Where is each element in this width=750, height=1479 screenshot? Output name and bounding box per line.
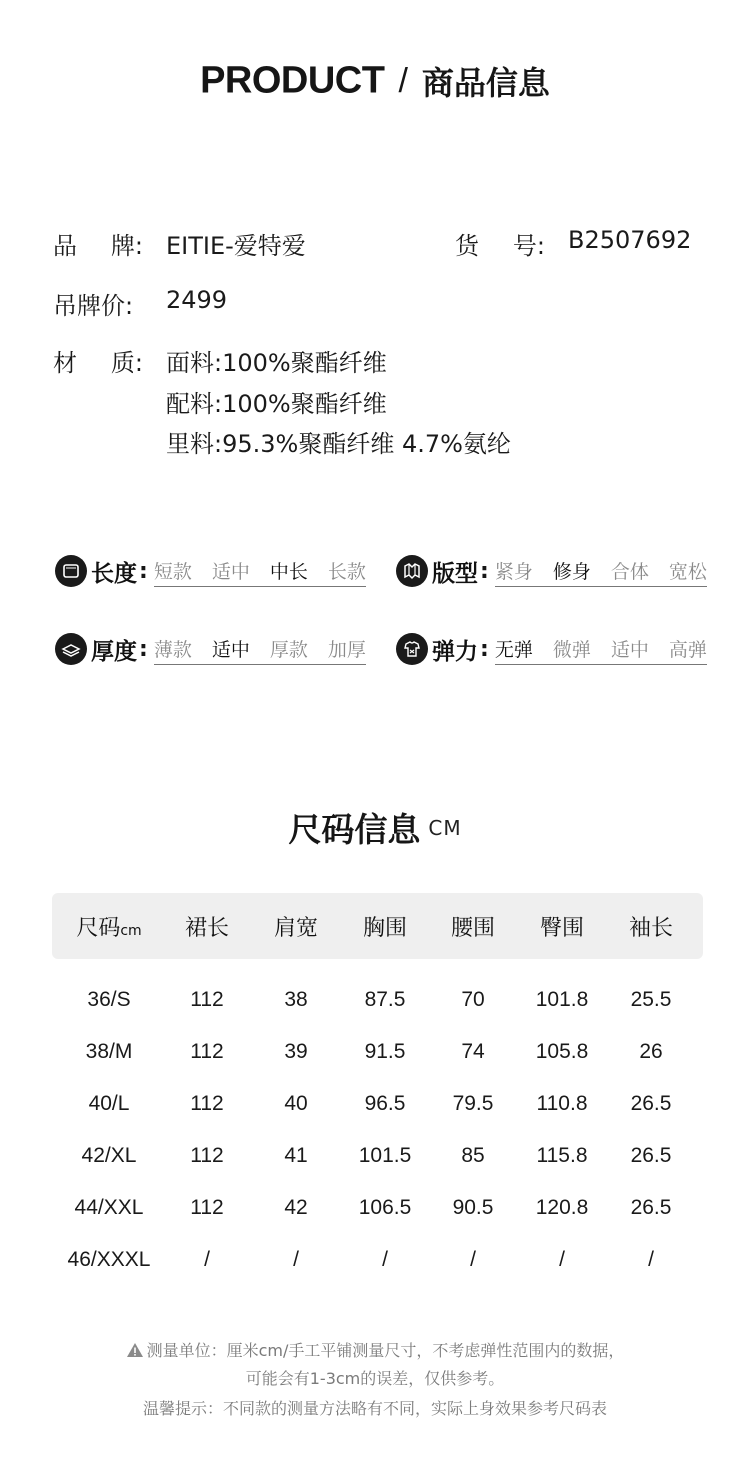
table-cell: 110.8 (536, 1092, 588, 1115)
attribute-options (495, 557, 707, 587)
price-label: 吊牌价: (53, 292, 134, 320)
option-thin: 薄款 (153, 639, 192, 661)
warning-icon (126, 1342, 144, 1362)
table-cell: 115.8 (536, 1144, 588, 1167)
title-separator: / (398, 61, 408, 100)
option-medium-selected: 适中 (211, 639, 250, 661)
table-cell: 42 (284, 1196, 308, 1219)
thickness-icon (55, 633, 87, 665)
table-cell: 41 (284, 1144, 308, 1167)
material-lining: 里料:95.3%聚酯纤维 4.7%氨纶 (166, 430, 511, 458)
table-header-cell: 臀围 (539, 916, 584, 941)
table-header-cell: 腰围 (450, 916, 495, 941)
table-row-size: 46/XXXL (67, 1248, 151, 1271)
attribute-options (154, 635, 366, 665)
option-slim-selected: 修身 (552, 561, 591, 583)
table-cell: 96.5 (364, 1092, 406, 1115)
attribute-name: 长度 (91, 560, 137, 587)
page-title (0, 58, 750, 104)
option-tight: 紧身 (494, 561, 533, 583)
material-label: 材 质: (53, 349, 143, 377)
option-medium: 适中 (610, 639, 649, 661)
table-cell: 39 (284, 1040, 308, 1063)
measurement-note-line2: 可能会有1-3cm的误差，仅供参考。 (245, 1369, 505, 1388)
option-thick: 厚款 (269, 639, 308, 661)
table-cell: 79.5 (452, 1092, 494, 1115)
brand-label: 品 牌: (53, 232, 143, 260)
option-none-selected: 无弹 (494, 639, 533, 661)
table-cell: 74 (461, 1040, 485, 1063)
size-section-title (0, 804, 750, 851)
attribute-elasticity: 弹力 : 无弹 微弹 适中 高弹 (396, 631, 707, 667)
table-cell: 26.5 (630, 1092, 672, 1115)
material-shell: 面料:100%聚酯纤维 (166, 349, 387, 377)
table-cell: / (559, 1248, 565, 1271)
title-english: PRODUCT (200, 59, 385, 102)
material-trim: 配料:100%聚酯纤维 (166, 390, 387, 418)
option-slight: 微弹 (552, 639, 591, 661)
table-cell: 106.5 (358, 1196, 412, 1219)
table-cell: 40 (284, 1092, 308, 1115)
table-cell: 112 (190, 1040, 224, 1063)
table-row-size: 44/XXL (74, 1196, 144, 1219)
option-high: 高弹 (668, 639, 707, 661)
option-regular: 合体 (610, 561, 649, 583)
title-chinese: 商品信息 (421, 64, 550, 102)
table-row-size: 42/XL (81, 1144, 137, 1167)
table-cell: / (648, 1248, 654, 1271)
table-cell: 120.8 (535, 1196, 589, 1219)
option-long: 长款 (327, 561, 366, 583)
length-icon (55, 555, 87, 587)
attribute-name: 弹力 (432, 638, 478, 665)
table-header-cell: 袖长 (628, 916, 673, 941)
table-cell: 91.5 (364, 1040, 406, 1063)
table-row-size: 36/S (87, 988, 131, 1011)
table-row-size: 40/L (88, 1092, 130, 1115)
price-value: 2499 (166, 286, 228, 314)
size-title-text: 尺码信息 (288, 810, 421, 849)
table-cell: 90.5 (452, 1196, 494, 1219)
table-cell: 85 (461, 1144, 485, 1167)
table-cell: 112 (190, 988, 224, 1011)
attribute-name: 厚度 (91, 638, 137, 665)
attribute-options (154, 557, 366, 587)
sku-label: 货 号: (455, 232, 545, 260)
table-header-cell: 尺码cm (76, 916, 142, 941)
sku-value: B2507692 (568, 226, 692, 254)
option-extra-thick: 加厚 (327, 639, 366, 661)
table-cell: / (382, 1248, 388, 1271)
table-cell: 38 (284, 988, 308, 1011)
table-cell: 101.5 (358, 1144, 412, 1167)
brand-value: EITIE-爱特爱 (166, 232, 306, 260)
table-cell: 70 (461, 988, 485, 1011)
table-row-size: 38/M (85, 1040, 133, 1063)
table-cell: 101.8 (535, 988, 589, 1011)
table-cell: 26.5 (630, 1144, 672, 1167)
attribute-name: 版型 (432, 560, 478, 587)
table-header-cell: 裙长 (184, 916, 229, 941)
table-header-cell: 肩宽 (273, 916, 318, 941)
fit-icon (396, 555, 428, 587)
attribute-thickness: 厚度 : 薄款 适中 厚款 加厚 (55, 631, 366, 667)
attribute-length: 长度 : 短款 适中 中长 长款 (55, 553, 366, 589)
table-header-cell: 胸围 (362, 916, 407, 941)
attribute-fit: 版型 : 紧身 修身 合体 宽松 (396, 553, 707, 589)
table-cell: / (293, 1248, 299, 1271)
header-unit: cm (120, 923, 142, 939)
option-short: 短款 (153, 561, 192, 583)
attribute-options (495, 635, 707, 665)
table-cell: 112 (190, 1196, 224, 1219)
option-midlength-selected: 中长 (269, 561, 308, 583)
elasticity-icon (396, 633, 428, 665)
table-cell: 112 (190, 1092, 224, 1115)
table-cell: / (470, 1248, 476, 1271)
option-loose: 宽松 (668, 561, 707, 583)
table-cell: 112 (190, 1144, 224, 1167)
option-medium: 适中 (211, 561, 250, 583)
tip-note: 温馨提示：不同款的测量方法略有不同，实际上身效果参考尺码表 (142, 1399, 607, 1418)
table-cell: 87.5 (364, 988, 406, 1011)
table-cell: 105.8 (535, 1040, 589, 1063)
measurement-note: 测量单位：厘米cm/手工平铺测量尺寸，不考虑弹性范围内的数据， (0, 1338, 750, 1362)
size-title-unit: CM (428, 815, 462, 840)
table-cell: 25.5 (630, 988, 672, 1011)
table-cell: 26 (639, 1040, 663, 1063)
table-cell: / (204, 1248, 210, 1271)
table-cell: 26.5 (630, 1196, 672, 1219)
